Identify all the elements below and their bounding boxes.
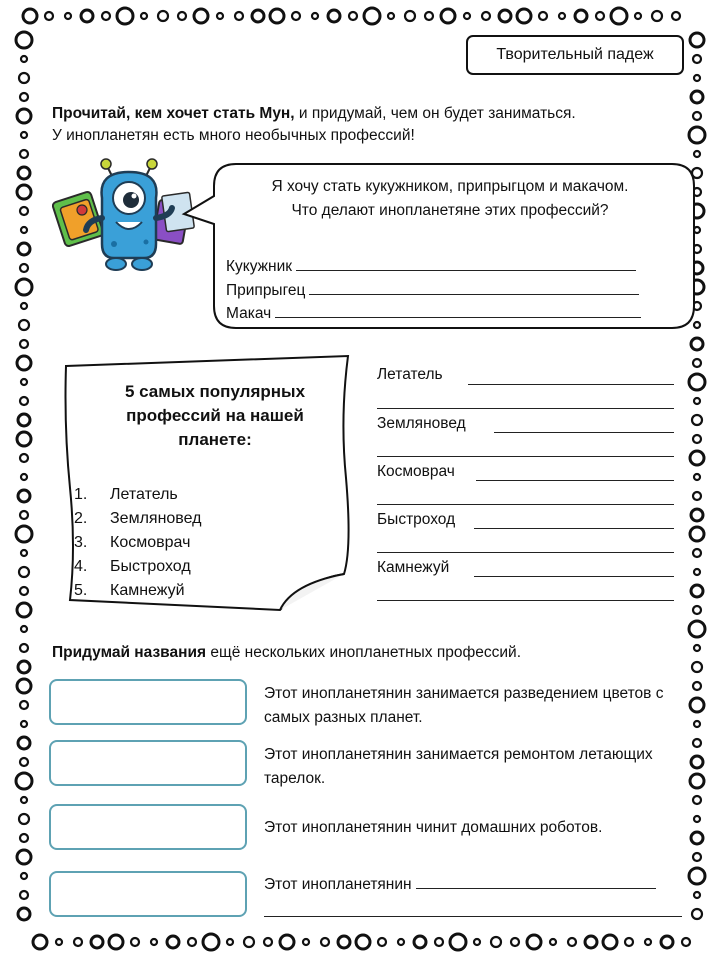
border-circle (625, 938, 633, 946)
border-circle (20, 701, 28, 709)
border-circle (21, 873, 27, 879)
fill-label: Припрыгец (226, 282, 306, 299)
answer-line[interactable] (377, 600, 674, 601)
border-circle (690, 527, 704, 541)
answer-line[interactable] (474, 576, 674, 577)
border-circle (652, 11, 662, 21)
border-circle (645, 939, 651, 945)
task-description-4 (264, 873, 694, 897)
border-circle (158, 11, 168, 21)
border-circle (693, 853, 701, 861)
border-circle (482, 12, 490, 20)
border-circle (18, 414, 30, 426)
answer-box-3[interactable] (49, 804, 247, 850)
border-circle (20, 758, 28, 766)
border-circle (694, 398, 700, 404)
border-circle (441, 9, 455, 23)
border-circle (596, 12, 604, 20)
border-circle (691, 91, 703, 103)
border-circle (405, 11, 415, 21)
border-circle (20, 264, 28, 272)
right-label-letatel: Летатель (377, 366, 443, 383)
border-circle (694, 474, 700, 480)
border-circle (21, 379, 27, 385)
answer-line[interactable] (476, 480, 674, 481)
border-circle (167, 936, 179, 948)
border-circle (20, 207, 28, 215)
right-label-zemlyanoved: Земляновед (377, 415, 466, 432)
right-label-bystrohod: Быстроход (377, 511, 456, 528)
fill-label: Макач (226, 305, 272, 322)
border-circle (635, 13, 641, 19)
border-circle (694, 816, 700, 822)
border-circle (692, 909, 702, 919)
border-circle (20, 340, 28, 348)
border-circle (117, 8, 133, 24)
answer-line[interactable] (377, 552, 674, 553)
border-circle (693, 796, 701, 804)
border-circle (18, 737, 30, 749)
border-circle (693, 112, 701, 120)
task4-line[interactable] (416, 874, 656, 889)
border-circle (425, 12, 433, 20)
intro-bold: Прочитай, кем хочет стать Мун, (52, 105, 295, 122)
border-circle (693, 682, 701, 690)
intro-line2: У инопланетян есть много необычных профессий! (52, 127, 415, 144)
border-circle (328, 10, 340, 22)
border-circle (227, 939, 233, 945)
border-circle (21, 132, 27, 138)
border-circle (17, 356, 31, 370)
answer-line[interactable] (377, 408, 674, 409)
border-circle (559, 13, 565, 19)
border-circle (356, 935, 370, 949)
answer-line[interactable] (494, 432, 674, 433)
border-circle (203, 934, 219, 950)
border-circle (141, 13, 147, 19)
border-circle (16, 279, 32, 295)
border-circle (694, 151, 700, 157)
border-circle (17, 109, 31, 123)
border-circle (20, 644, 28, 652)
border-circle (474, 939, 480, 945)
border-circle (689, 374, 705, 390)
border-circle (491, 937, 501, 947)
border-circle (694, 892, 700, 898)
border-circle (691, 509, 703, 521)
border-circle (56, 939, 62, 945)
border-circle (693, 492, 701, 500)
speech-line2: Что делают инопланетяне этих профессий? (291, 202, 609, 219)
border-circle (611, 8, 627, 24)
border-circle (18, 243, 30, 255)
fill-row-priprygets[interactable] (226, 280, 639, 300)
border-circle (690, 774, 704, 788)
note-list (74, 483, 202, 603)
fill-row-makach[interactable] (226, 303, 641, 323)
fill-row-kukuzhnik[interactable] (226, 256, 636, 276)
border-circle (19, 73, 29, 83)
list-item: 2. Земляновед (74, 510, 202, 527)
speech-text (214, 175, 686, 223)
list-item: 3. Космоврач (74, 534, 191, 551)
border-circle (693, 359, 701, 367)
answer-line[interactable] (468, 384, 674, 385)
list-item: 1. Летатель (74, 486, 178, 503)
border-circle (693, 739, 701, 747)
border-circle (151, 939, 157, 945)
border-circle (690, 698, 704, 712)
border-circle (690, 33, 704, 47)
border-circle (19, 814, 29, 824)
border-circle (65, 13, 71, 19)
border-circle (252, 10, 264, 22)
border-circle (292, 12, 300, 20)
list-item: 4. Быстроход (74, 558, 191, 575)
answer-line[interactable] (474, 528, 674, 529)
border-circle (18, 167, 30, 179)
border-circle (21, 227, 27, 233)
border-circle (693, 606, 701, 614)
task-description-2: Этот инопланетянин занимается ремонтом летающих тарелок. (264, 746, 653, 787)
border-circle (691, 585, 703, 597)
answer-line[interactable] (377, 504, 674, 505)
border-circle (45, 12, 53, 20)
border-circle (414, 936, 426, 948)
border-circle (23, 9, 37, 23)
border-circle (235, 12, 243, 20)
border-circle (20, 397, 28, 405)
border-circle (378, 938, 386, 946)
border-circle (682, 938, 690, 946)
task-description-3: Этот инопланетянин чинит домашних роботов. (264, 819, 603, 836)
border-circle (17, 603, 31, 617)
border-circle (20, 587, 28, 595)
border-circle (21, 721, 27, 727)
border-circle (303, 939, 309, 945)
border-circle (517, 9, 531, 23)
border-circle (364, 8, 380, 24)
border-circle (19, 567, 29, 577)
border-circle (21, 56, 27, 62)
answer-line[interactable] (377, 456, 674, 457)
speech-line1: Я хочу стать кукужником, припрыгцом и макачом. (271, 178, 629, 195)
border-circle (17, 432, 31, 446)
border-circle (280, 935, 294, 949)
border-circle (91, 936, 103, 948)
border-circle (21, 626, 27, 632)
border-circle (131, 938, 139, 946)
border-circle (693, 55, 701, 63)
border-circle (17, 679, 31, 693)
border-circle (20, 93, 28, 101)
border-circle (689, 621, 705, 637)
border-circle (349, 12, 357, 20)
border-circle (21, 797, 27, 803)
border-circle (16, 773, 32, 789)
border-circle (398, 939, 404, 945)
border-circle (20, 150, 28, 158)
border-circle (19, 320, 29, 330)
border-circle (16, 32, 32, 48)
border-circle (20, 511, 28, 519)
border-circle (21, 550, 27, 556)
intro-text (52, 103, 692, 147)
border-circle (17, 185, 31, 199)
border-circle (694, 645, 700, 651)
border-circle (81, 10, 93, 22)
border-circle (694, 721, 700, 727)
border-circle (33, 935, 47, 949)
border-circle (661, 936, 673, 948)
border-circle (21, 474, 27, 480)
border-circle (388, 13, 394, 19)
border-circle (511, 938, 519, 946)
border-circle (691, 832, 703, 844)
border-circle (264, 938, 272, 946)
answer-box-1[interactable] (49, 679, 247, 725)
border-circle (74, 938, 82, 946)
section2-rest: ещё нескольких инопланетных профессий. (206, 644, 521, 661)
border-circle (450, 934, 466, 950)
border-circle (692, 415, 702, 425)
border-circle (694, 75, 700, 81)
border-circle (693, 435, 701, 443)
border-circle (102, 12, 110, 20)
border-circle (194, 9, 208, 23)
border-circle (18, 490, 30, 502)
border-circle (568, 938, 576, 946)
border-circle (178, 12, 186, 20)
border-circle (464, 13, 470, 19)
border-circle (21, 303, 27, 309)
border-circle (539, 12, 547, 20)
list-item: 5. Камнежуй (74, 582, 185, 599)
border-circle (499, 10, 511, 22)
border-circle (694, 569, 700, 575)
border-circle (109, 935, 123, 949)
border-circle (527, 935, 541, 949)
topic-badge: Творительный падеж (466, 35, 684, 75)
border-circle (672, 12, 680, 20)
border-circle (575, 10, 587, 22)
task4-label: Этот инопланетянин (264, 876, 412, 893)
border-circle (550, 939, 556, 945)
border-circle (321, 938, 329, 946)
border-circle (435, 938, 443, 946)
task4-line-2[interactable] (264, 916, 682, 917)
border-circle (585, 936, 597, 948)
right-label-kosmovrach: Космоврач (377, 463, 455, 480)
section2-bold: Придумай названия (52, 644, 207, 661)
border-circle (692, 662, 702, 672)
fill-label: Кукужник (226, 258, 293, 275)
border-circle (693, 549, 701, 557)
intro-rest: и придумай, чем он будет заниматься. (294, 105, 576, 122)
right-label-kamnezhuy: Камнежуй (377, 559, 450, 576)
border-circle (217, 13, 223, 19)
border-circle (20, 834, 28, 842)
border-circle (188, 938, 196, 946)
answer-box-2[interactable] (49, 740, 247, 786)
border-circle (603, 935, 617, 949)
border-circle (244, 937, 254, 947)
answer-box-4[interactable] (49, 871, 247, 917)
border-circle (270, 9, 284, 23)
border-circle (17, 850, 31, 864)
border-circle (16, 526, 32, 542)
section2-heading (52, 644, 521, 662)
note-title: 5 самых популярных профессий на нашей планете: (124, 382, 306, 449)
task-description-1: Этот инопланетянин занимается разведением цветов с самых разных планет. (264, 685, 664, 726)
border-circle (338, 936, 350, 948)
border-circle (18, 908, 30, 920)
border-circle (691, 756, 703, 768)
border-circle (20, 454, 28, 462)
border-circle (690, 451, 704, 465)
border-circle (20, 891, 28, 899)
border-circle (18, 661, 30, 673)
border-circle (312, 13, 318, 19)
border-circle (691, 338, 703, 350)
